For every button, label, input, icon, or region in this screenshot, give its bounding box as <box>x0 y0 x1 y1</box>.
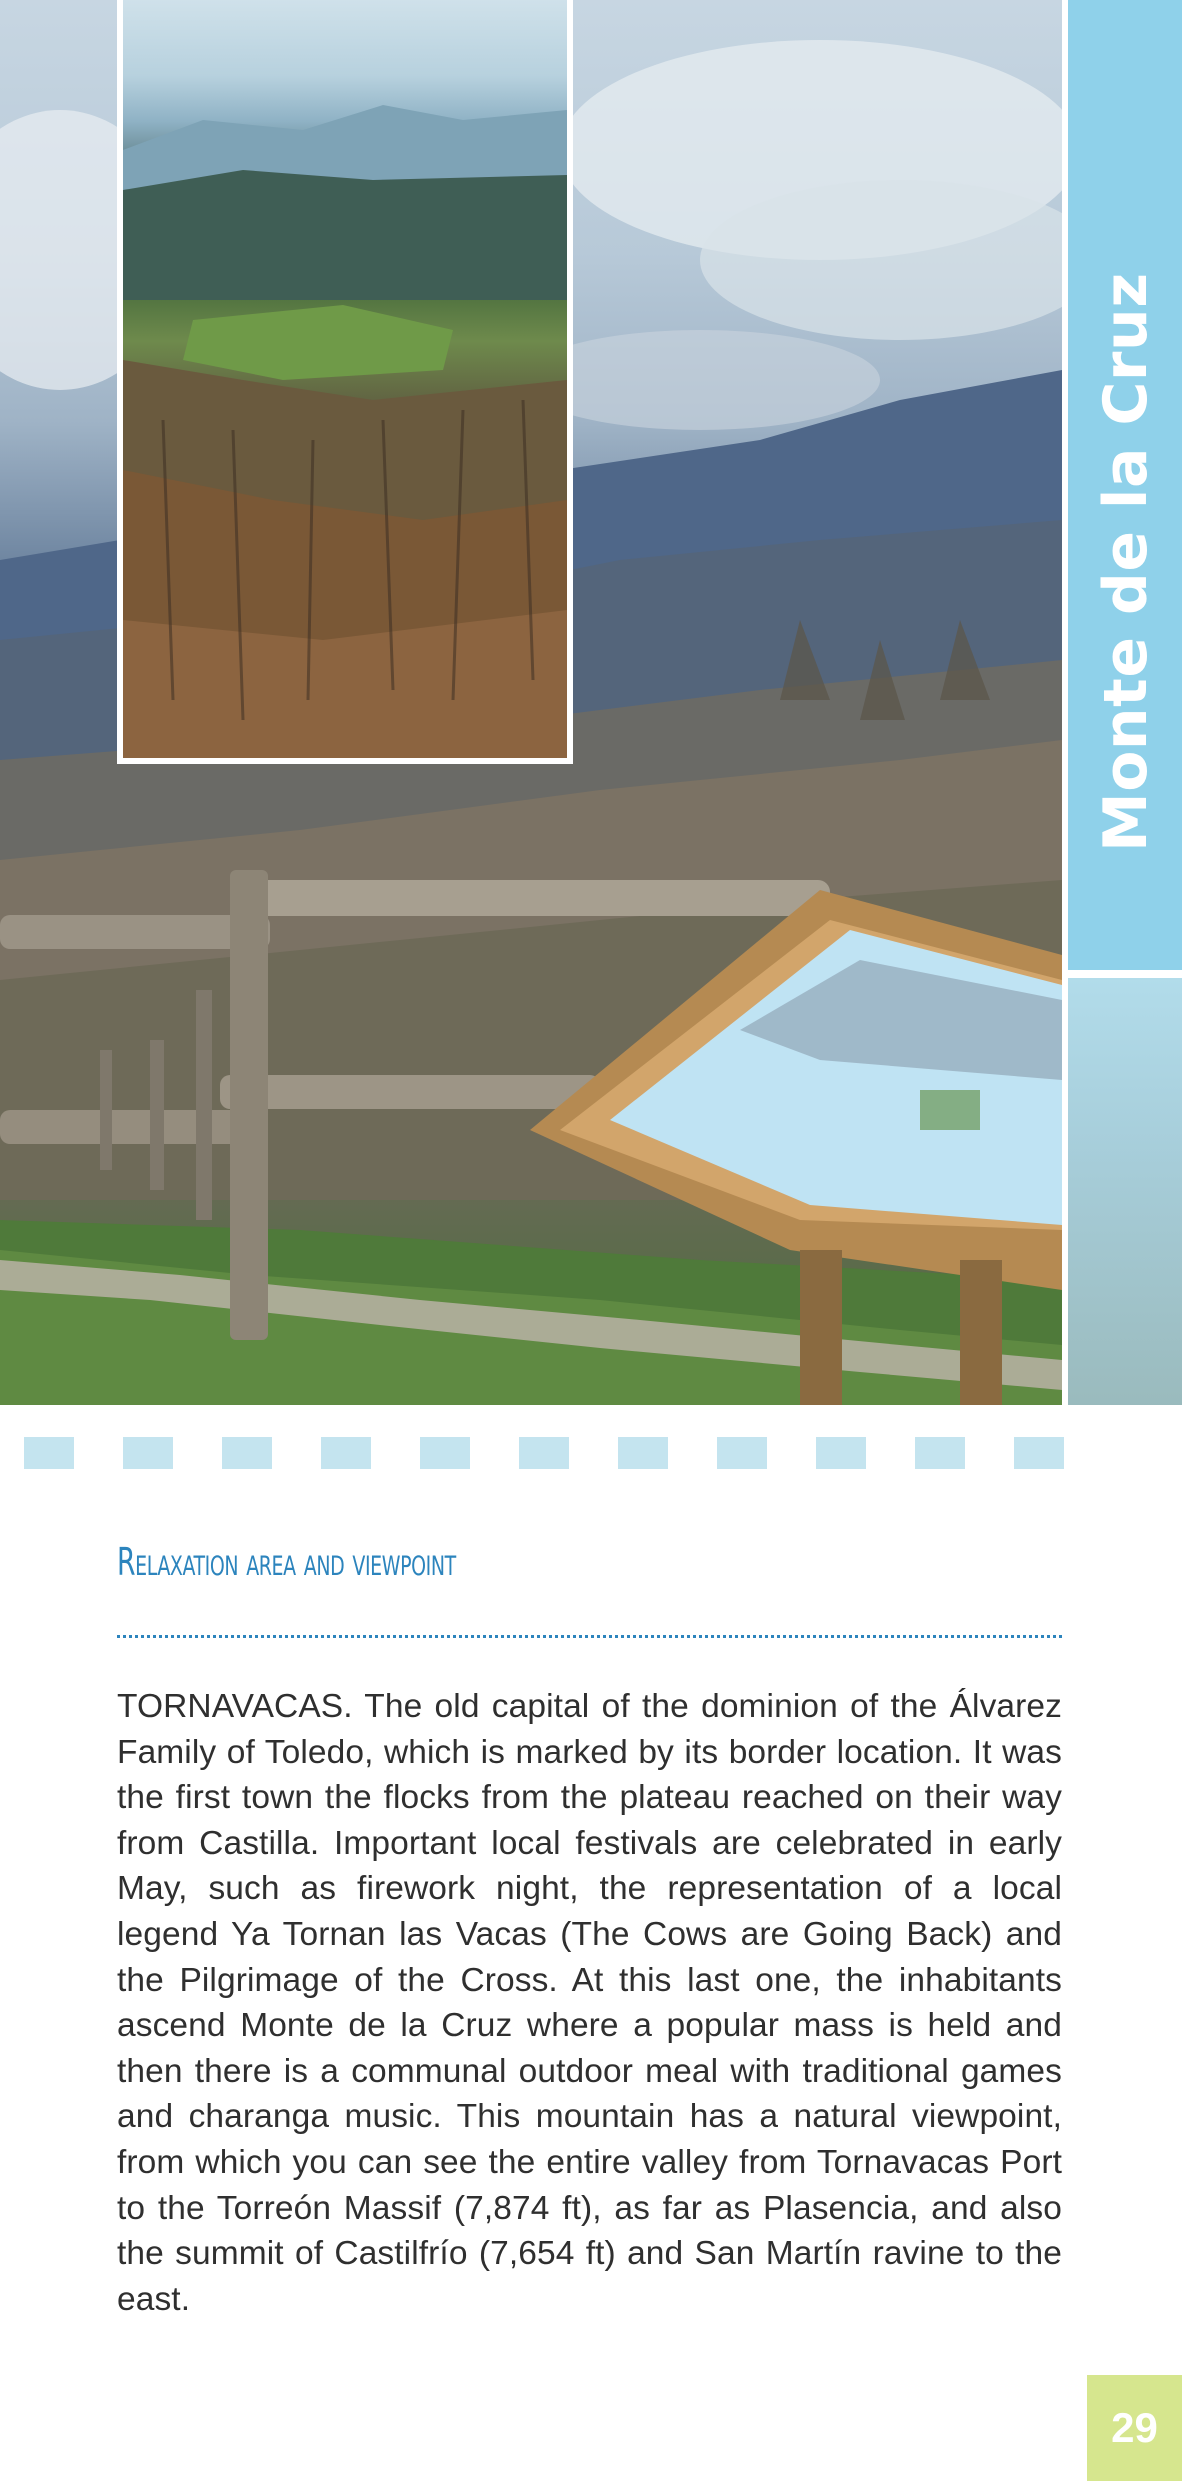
dash <box>420 1437 470 1469</box>
side-title-text: Monte de la Cruz <box>1091 272 1161 852</box>
side-band-lower <box>1068 978 1182 1405</box>
section-heading: Relaxation area and viewpoint <box>117 1540 456 1584</box>
dash <box>618 1437 668 1469</box>
dash <box>222 1437 272 1469</box>
inset-photo <box>117 0 573 764</box>
side-title <box>1068 0 1182 970</box>
dash <box>24 1437 74 1469</box>
page-number: 29 <box>1087 2375 1182 2481</box>
dash <box>519 1437 569 1469</box>
dash <box>915 1437 965 1469</box>
dash <box>816 1437 866 1469</box>
dash <box>321 1437 371 1469</box>
dash <box>717 1437 767 1469</box>
dashed-divider <box>24 1437 1064 1469</box>
body-paragraph: TORNAVACAS. The old capital of the dominion of the Álvarez Family of Toledo, which is marked by its border location. It was the first town the flocks from the plateau reached on their way from Castilla. Important local festivals are celebrated in early May, such as firework night, the representation of a local legend Ya Tornan las Vacas (The Cows are Going Back) and the Pilgrimage of the Cross. At this last one, the inhabitants ascend Monte de la Cruz where a popular mass is held and then there is a communal outdoor meal with traditional games and charanga music. This mountain has a natural viewpoint, from which you can see the entire valley from Tornavacas Port to the Torreón Massif (7,874 ft), as far as Plasencia, and also the summit of Castilfrío (7,654 ft) and San Martín ravine to the east. <box>117 1688 1062 2318</box>
dash <box>123 1437 173 1469</box>
dash <box>1014 1437 1064 1469</box>
dotted-rule <box>117 1635 1062 1638</box>
